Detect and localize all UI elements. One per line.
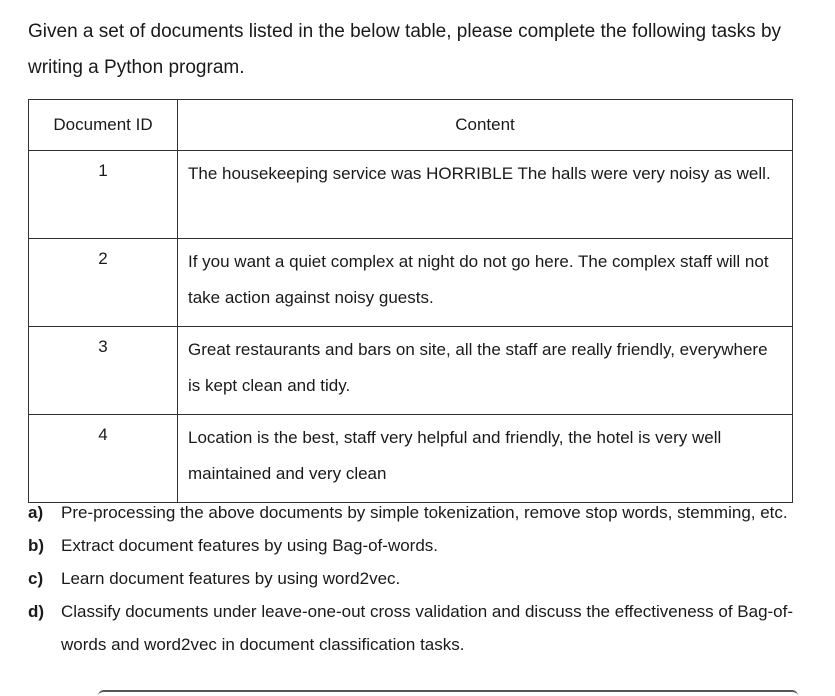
task-text: Pre-processing the above documents by simple tokenization, remove stop words, stemming, etc. [61, 503, 788, 522]
header-content: Content [178, 100, 793, 151]
task-text: Extract document features by using Bag-of-words. [61, 536, 439, 555]
task-text: Learn document features by using word2vec. [61, 569, 401, 588]
document-content-cell: If you want a quiet complex at night do not go here. The complex staff will not take action against noisy guests. [178, 239, 793, 327]
table-header-row [29, 100, 793, 151]
task-text: Classify documents under leave-one-out cross validation and discuss the effectiveness of Bag-of-words and word2vec in document classification tasks. [61, 602, 794, 654]
task-list [28, 496, 794, 661]
table-row [29, 239, 793, 327]
document-id-cell: 1 [29, 151, 178, 239]
document-content-cell: Location is the best, staff very helpful and friendly, the hotel is very well maintained and very clean [178, 415, 793, 503]
document-id-cell: 4 [29, 415, 178, 503]
intro-paragraph: Given a set of documents listed in the below table, please complete the following tasks by writing a Python program. [28, 21, 782, 78]
table-row [29, 327, 793, 415]
task-marker: c) [28, 569, 44, 588]
task-item-d [28, 595, 794, 661]
task-item-b [28, 529, 794, 562]
table-row [29, 151, 793, 239]
document-id-cell: 3 [29, 327, 178, 415]
document-content-cell: The housekeeping service was HORRIBLE The halls were very noisy as well. [178, 151, 793, 239]
document-id-cell: 2 [29, 239, 178, 327]
task-item-c [28, 562, 794, 595]
documents-table [28, 99, 793, 503]
table-row [29, 415, 793, 503]
task-marker: d) [28, 602, 45, 621]
task-marker: b) [28, 536, 45, 555]
header-document-id: Document ID [29, 100, 178, 151]
task-item-a [28, 496, 794, 529]
bottom-divider [98, 690, 798, 696]
task-marker: a) [28, 503, 44, 522]
document-content-cell: Great restaurants and bars on site, all the staff are really friendly, everywhere is kept clean and tidy. [178, 327, 793, 415]
